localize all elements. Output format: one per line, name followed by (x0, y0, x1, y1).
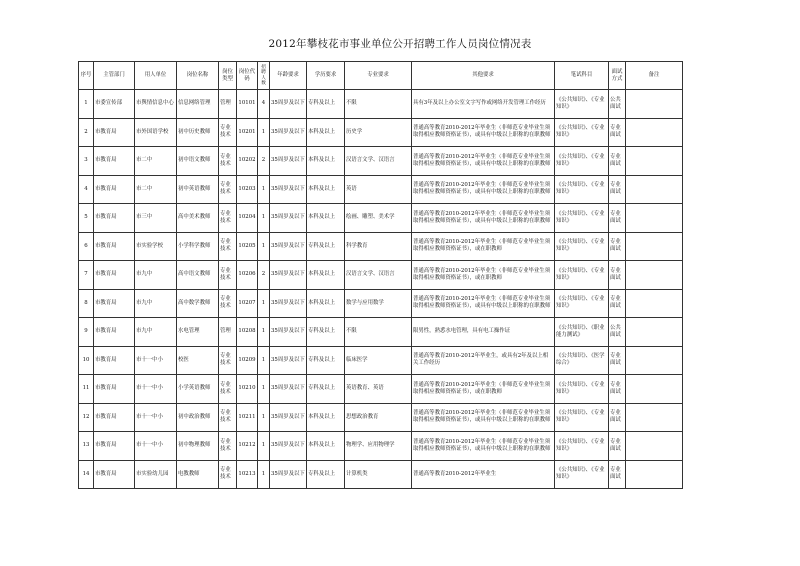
cell-unit: 市十一中小 (135, 346, 177, 375)
cell-interview: 专业面试 (609, 232, 626, 261)
cell-note (626, 432, 683, 461)
cell-other: 普通高等教育2010-2012年毕业生（非师范专业毕业生须取得相应教师资格证书），或具有中级以上职称的在职教师 (412, 432, 555, 461)
cell-note (626, 90, 683, 119)
cell-count: 1 (258, 375, 270, 404)
cell-other: 普通高等教育2010-2012年毕业生（非师范专业毕业生须取得相应教师资格证书），或具有中级以上职称的在职教师 (412, 147, 555, 176)
cell-age: 35周岁及以下 (270, 175, 307, 204)
cell-age: 35周岁及以下 (270, 232, 307, 261)
cell-count: 2 (258, 147, 270, 176)
cell-edu: 本科及以上 (307, 175, 345, 204)
cell-type: 专业技术 (219, 289, 237, 318)
table-row (79, 147, 683, 176)
cell-code: 10211 (237, 403, 258, 432)
cell-post: 高中语文教师 (177, 261, 219, 290)
cell-age: 35周岁及以下 (270, 289, 307, 318)
cell-age: 35周岁及以下 (270, 261, 307, 290)
cell-post: 高中美术教师 (177, 204, 219, 233)
cell-interview: 专业面试 (609, 375, 626, 404)
cell-edu: 本科及以上 (307, 147, 345, 176)
table-row (79, 175, 683, 204)
cell-unit: 市舆情信息中心 (135, 90, 177, 119)
cell-count: 1 (258, 175, 270, 204)
cell-seq: 5 (79, 204, 94, 233)
header-seq: 序号 (79, 62, 94, 90)
cell-interview: 专业面试 (609, 175, 626, 204)
cell-note (626, 289, 683, 318)
cell-count: 4 (258, 90, 270, 119)
cell-code: 10205 (237, 232, 258, 261)
cell-other: 具有3年及以上办公室文字写作或网络开发管理工作经历 (412, 90, 555, 119)
cell-post: 初中政治教师 (177, 403, 219, 432)
cell-seq: 10 (79, 346, 94, 375)
cell-count: 1 (258, 346, 270, 375)
cell-note (626, 175, 683, 204)
cell-code: 10213 (237, 460, 258, 489)
cell-major: 不限 (345, 90, 412, 119)
cell-dept: 市教育局 (94, 403, 135, 432)
table-row (79, 232, 683, 261)
cell-exam: 《公共知识》、《专业知识》 (555, 403, 609, 432)
cell-note (626, 346, 683, 375)
cell-note (626, 375, 683, 404)
cell-type: 管理 (219, 90, 237, 119)
header-note: 备注 (626, 62, 683, 90)
cell-unit: 市十一中小 (135, 375, 177, 404)
cell-type: 专业技术 (219, 232, 237, 261)
cell-interview: 公共面试 (609, 90, 626, 119)
cell-post: 初中语文教师 (177, 147, 219, 176)
cell-age: 35周岁及以下 (270, 432, 307, 461)
cell-major: 思想政治教育 (345, 403, 412, 432)
cell-type: 专业技术 (219, 460, 237, 489)
cell-other: 普通高等教育2010-2012年毕业生 (412, 460, 555, 489)
cell-unit: 市实验学校 (135, 232, 177, 261)
cell-interview: 专业面试 (609, 261, 626, 290)
cell-unit: 市外国语学校 (135, 118, 177, 147)
cell-seq: 14 (79, 460, 94, 489)
cell-seq: 1 (79, 90, 94, 119)
document-title: 2012年攀枝花市事业单位公开招聘工作人员岗位情况表 (268, 38, 532, 50)
cell-unit: 市十一中小 (135, 432, 177, 461)
header-exam: 笔试科目 (555, 62, 609, 90)
recruitment-table (78, 61, 683, 489)
table-row (79, 318, 683, 347)
cell-major: 临床医学 (345, 346, 412, 375)
cell-other: 普通高等教育2010-2012年毕业生（非师范专业毕业生须取得相应教师资格证书），或具有中级以上职称的在职教师 (412, 175, 555, 204)
table-row (79, 403, 683, 432)
cell-seq: 8 (79, 289, 94, 318)
cell-post: 电教教师 (177, 460, 219, 489)
cell-code: 10201 (237, 118, 258, 147)
cell-code: 10212 (237, 432, 258, 461)
cell-type: 管理 (219, 318, 237, 347)
header-unit: 用人单位 (135, 62, 177, 90)
cell-dept: 市教育局 (94, 318, 135, 347)
cell-edu: 专科及以上 (307, 232, 345, 261)
cell-unit: 市三中 (135, 204, 177, 233)
cell-post: 校医 (177, 346, 219, 375)
cell-code: 10208 (237, 318, 258, 347)
cell-post: 小学英语教师 (177, 375, 219, 404)
cell-edu: 专科及以上 (307, 346, 345, 375)
cell-seq: 9 (79, 318, 94, 347)
cell-seq: 13 (79, 432, 94, 461)
cell-interview: 专业面试 (609, 204, 626, 233)
cell-note (626, 318, 683, 347)
cell-other: 普通高等教育2010-2012年毕业生，或具有2年及以上相关工作经历 (412, 346, 555, 375)
cell-dept: 市教育局 (94, 147, 135, 176)
cell-edu: 本科及以上 (307, 403, 345, 432)
cell-dept: 市委宣传部 (94, 90, 135, 119)
cell-unit: 市二中 (135, 175, 177, 204)
cell-code: 10206 (237, 261, 258, 290)
cell-edu: 本科及以上 (307, 432, 345, 461)
cell-post: 水电管理 (177, 318, 219, 347)
table-row (79, 289, 683, 318)
cell-major: 科学教育 (345, 232, 412, 261)
cell-edu: 本科及以上 (307, 289, 345, 318)
cell-major: 绘画、雕塑、美术学 (345, 204, 412, 233)
cell-count: 2 (258, 261, 270, 290)
cell-note (626, 460, 683, 489)
cell-edu: 本科及以上 (307, 261, 345, 290)
cell-major: 英语教育、英语 (345, 375, 412, 404)
cell-other: 普通高等教育2010-2012年毕业生（非师范专业毕业生须取得相应教师资格证书），或具有中级以上职称的在职教师 (412, 204, 555, 233)
cell-seq: 2 (79, 118, 94, 147)
cell-post: 初中英语教师 (177, 175, 219, 204)
cell-seq: 11 (79, 375, 94, 404)
cell-other: 限男性，熟悉水电管理，具有电工操作证 (412, 318, 555, 347)
cell-edu: 专科及以上 (307, 318, 345, 347)
cell-interview: 专业面试 (609, 460, 626, 489)
cell-unit: 市实验幼儿园 (135, 460, 177, 489)
header-dept: 主管部门 (94, 62, 135, 90)
cell-major: 英语 (345, 175, 412, 204)
header-code: 岗位代码 (237, 62, 258, 90)
table-row (79, 375, 683, 404)
cell-post: 初中历史教师 (177, 118, 219, 147)
cell-post: 初中物理教师 (177, 432, 219, 461)
cell-dept: 市教育局 (94, 204, 135, 233)
cell-exam: 《公共知识》、《专业知识》 (555, 261, 609, 290)
cell-other: 普通高等教育2010-2012年毕业生（非师范专业毕业生须取得相应教师资格证书），或在职教师 (412, 261, 555, 290)
cell-exam: 《公共知识》、《专业知识》 (555, 147, 609, 176)
cell-dept: 市教育局 (94, 175, 135, 204)
cell-post: 小学科学教师 (177, 232, 219, 261)
cell-count: 1 (258, 460, 270, 489)
cell-type: 专业技术 (219, 432, 237, 461)
cell-code: 10209 (237, 346, 258, 375)
cell-edu: 本科及以上 (307, 118, 345, 147)
cell-dept: 市教育局 (94, 232, 135, 261)
table-header-row (79, 62, 683, 90)
cell-other: 普通高等教育2010-2012年毕业生（非师范专业毕业生须取得相应教师资格证书），或具有中级以上职称的在职教师 (412, 403, 555, 432)
cell-count: 1 (258, 232, 270, 261)
cell-dept: 市教育局 (94, 432, 135, 461)
cell-unit: 市九中 (135, 318, 177, 347)
table-row (79, 261, 683, 290)
cell-post: 信息网络管理 (177, 90, 219, 119)
cell-exam: 《公共知识》、《专业知识》 (555, 460, 609, 489)
cell-type: 专业技术 (219, 204, 237, 233)
header-type: 岗位类型 (219, 62, 237, 90)
cell-note (626, 261, 683, 290)
cell-major: 历史学 (345, 118, 412, 147)
cell-major: 汉语言文学、汉语言 (345, 261, 412, 290)
table-row (79, 90, 683, 119)
cell-interview: 公共面试 (609, 318, 626, 347)
cell-age: 35周岁及以下 (270, 118, 307, 147)
cell-exam: 《公共知识》、《专业知识》 (555, 175, 609, 204)
cell-major: 数学与应用数学 (345, 289, 412, 318)
cell-dept: 市教育局 (94, 346, 135, 375)
cell-age: 35周岁及以下 (270, 346, 307, 375)
cell-note (626, 147, 683, 176)
cell-seq: 3 (79, 147, 94, 176)
cell-count: 1 (258, 204, 270, 233)
cell-interview: 专业面试 (609, 289, 626, 318)
cell-type: 专业技术 (219, 375, 237, 404)
cell-interview: 专业面试 (609, 147, 626, 176)
cell-count: 1 (258, 403, 270, 432)
cell-interview: 专业面试 (609, 346, 626, 375)
cell-type: 专业技术 (219, 175, 237, 204)
cell-edu: 专科及以上 (307, 90, 345, 119)
cell-seq: 6 (79, 232, 94, 261)
cell-interview: 专业面试 (609, 118, 626, 147)
cell-major: 不限 (345, 318, 412, 347)
header-edu: 学历要求 (307, 62, 345, 90)
cell-edu: 专科及以上 (307, 460, 345, 489)
header-count: 招聘人数 (258, 62, 270, 90)
header-post: 岗位名称 (177, 62, 219, 90)
cell-count: 1 (258, 318, 270, 347)
table-row (79, 460, 683, 489)
cell-unit: 市二中 (135, 147, 177, 176)
cell-interview: 专业面试 (609, 403, 626, 432)
cell-age: 35周岁及以下 (270, 460, 307, 489)
cell-dept: 市教育局 (94, 118, 135, 147)
cell-exam: 《公共知识》、《专业知识》 (555, 432, 609, 461)
table-row (79, 346, 683, 375)
table-row (79, 204, 683, 233)
cell-note (626, 232, 683, 261)
header-other: 其他要求 (412, 62, 555, 90)
cell-seq: 7 (79, 261, 94, 290)
cell-age: 35周岁及以下 (270, 147, 307, 176)
cell-interview: 专业面试 (609, 432, 626, 461)
cell-code: 10203 (237, 175, 258, 204)
cell-age: 35周岁及以下 (270, 403, 307, 432)
cell-exam: 《公共知识》、《专业知识》 (555, 232, 609, 261)
cell-major: 汉语言文学、汉语言 (345, 147, 412, 176)
cell-unit: 市十一中小 (135, 403, 177, 432)
cell-code: 10202 (237, 147, 258, 176)
cell-note (626, 403, 683, 432)
cell-other: 普通高等教育2010-2012年毕业生（非师范专业毕业生须取得相应教师资格证书），或具有中级以上职称的在职教师 (412, 118, 555, 147)
cell-exam: 《公共知识》、《医学综合》 (555, 346, 609, 375)
cell-unit: 市九中 (135, 289, 177, 318)
cell-seq: 12 (79, 403, 94, 432)
cell-edu: 本科及以上 (307, 204, 345, 233)
cell-age: 35周岁及以下 (270, 204, 307, 233)
cell-exam: 《公共知识》、《专业知识》 (555, 375, 609, 404)
cell-other: 普通高等教育2010-2012年毕业生（非师范专业毕业生须取得相应教师资格证书），或在职教师 (412, 375, 555, 404)
cell-other: 普通高等教育2010-2012年毕业生（非师范专业毕业生须取得相应教师资格证书），或在职教师 (412, 232, 555, 261)
cell-major: 物理学、应用物理学 (345, 432, 412, 461)
cell-other: 普通高等教育2010-2012年毕业生（非师范专业毕业生须取得相应教师资格证书），或具有中级以上职称的在职教师 (412, 289, 555, 318)
cell-type: 专业技术 (219, 118, 237, 147)
header-age: 年龄要求 (270, 62, 307, 90)
cell-code: 10204 (237, 204, 258, 233)
cell-exam: 《公共知识》、《职业能力测试》 (555, 318, 609, 347)
cell-type: 专业技术 (219, 346, 237, 375)
table-row (79, 118, 683, 147)
cell-exam: 《公共知识》、《专业知识》 (555, 118, 609, 147)
cell-type: 专业技术 (219, 147, 237, 176)
header-interview: 面试方式 (609, 62, 626, 90)
cell-note (626, 118, 683, 147)
header-major: 专业要求 (345, 62, 412, 90)
cell-count: 1 (258, 118, 270, 147)
cell-exam: 《公共知识》、《专业知识》 (555, 204, 609, 233)
cell-dept: 市教育局 (94, 460, 135, 489)
cell-dept: 市教育局 (94, 375, 135, 404)
cell-dept: 市教育局 (94, 289, 135, 318)
table-row (79, 432, 683, 461)
cell-type: 专业技术 (219, 403, 237, 432)
cell-unit: 市九中 (135, 261, 177, 290)
cell-type: 专业技术 (219, 261, 237, 290)
cell-code: 10210 (237, 375, 258, 404)
cell-major: 计算机类 (345, 460, 412, 489)
cell-exam: 《公共知识》、《专业知识》 (555, 90, 609, 119)
cell-post: 高中数学教师 (177, 289, 219, 318)
cell-age: 35周岁及以下 (270, 318, 307, 347)
cell-code: 10207 (237, 289, 258, 318)
cell-edu: 专科及以上 (307, 375, 345, 404)
cell-seq: 4 (79, 175, 94, 204)
cell-count: 1 (258, 289, 270, 318)
cell-count: 1 (258, 432, 270, 461)
cell-age: 35周岁及以下 (270, 375, 307, 404)
cell-dept: 市教育局 (94, 261, 135, 290)
cell-exam: 《公共知识》、《专业知识》 (555, 289, 609, 318)
cell-age: 35周岁及以下 (270, 90, 307, 119)
cell-code: 10101 (237, 90, 258, 119)
cell-note (626, 204, 683, 233)
